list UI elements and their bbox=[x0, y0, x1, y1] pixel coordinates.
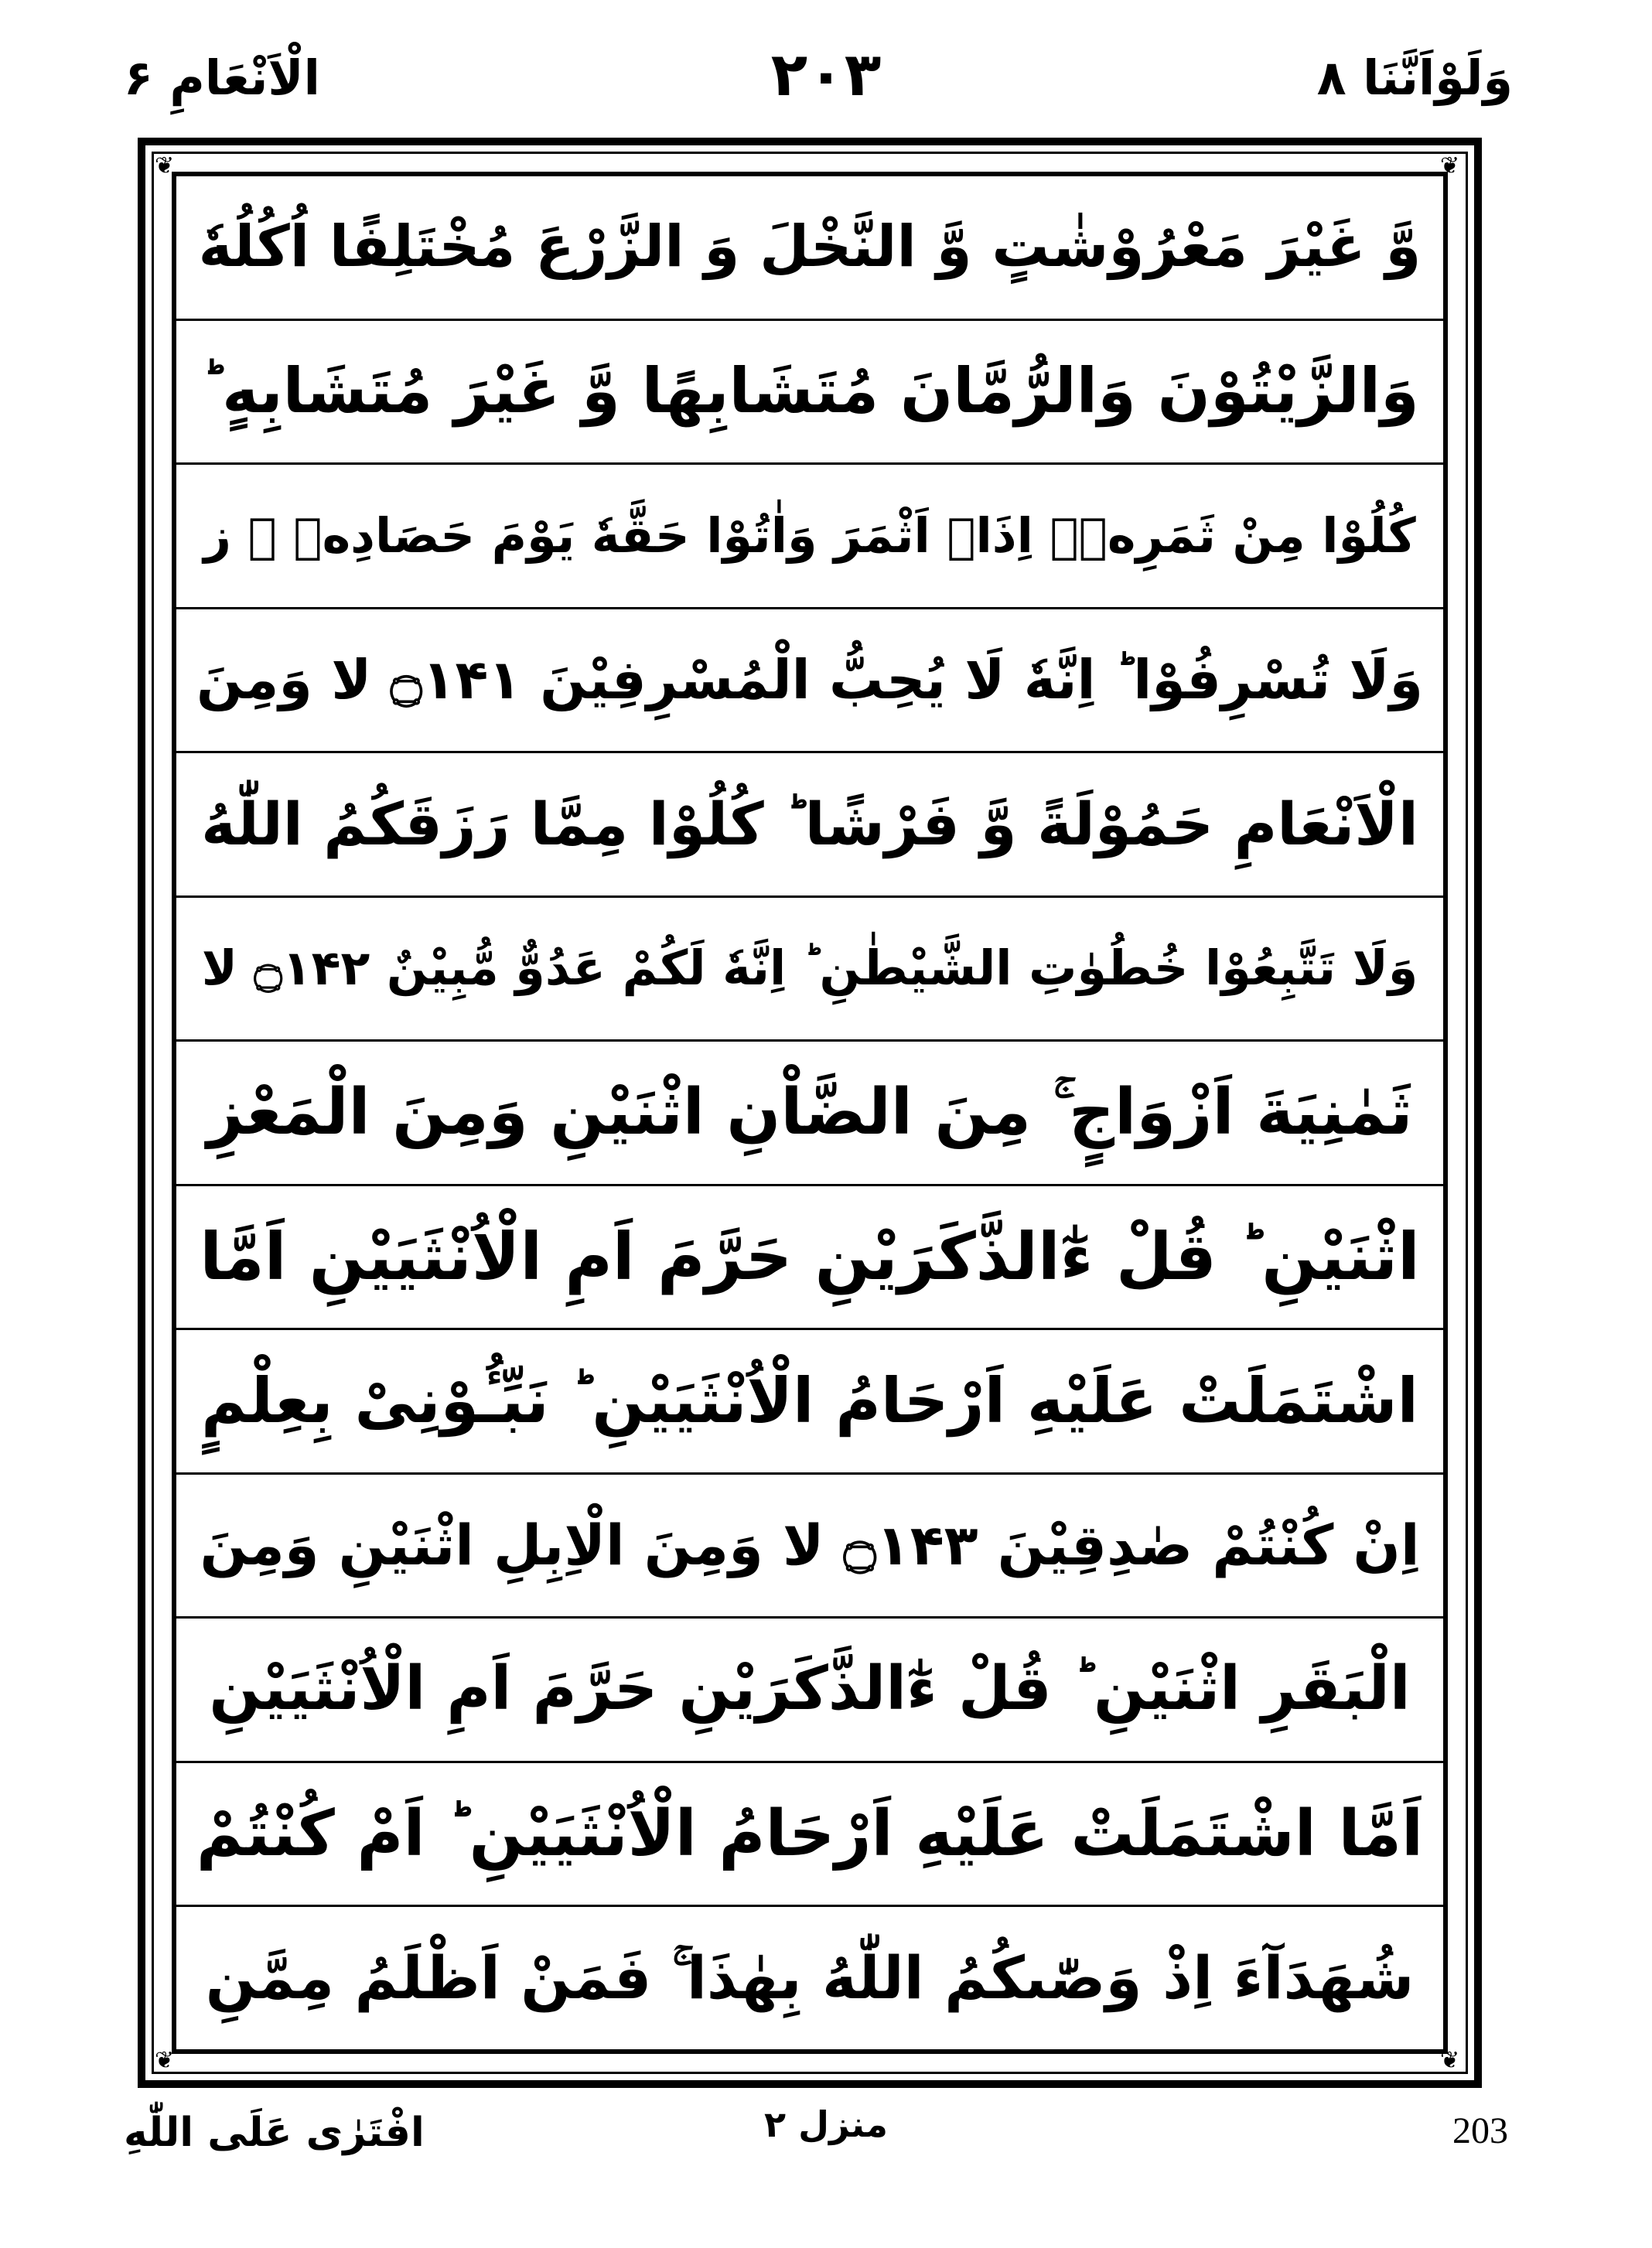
line-text: ثَمٰنِيَةَ اَزْوَاجٍ ۚ مِنَ الضَّاْنِ اثْنَيْنِ وَمِنَ الْمَعْزِ bbox=[206, 1075, 1413, 1149]
page-number: 203 bbox=[1452, 2110, 1508, 2151]
text-line bbox=[176, 753, 1443, 898]
text-line bbox=[176, 1475, 1443, 1619]
manzil-label: منزل ۲ bbox=[764, 2103, 888, 2145]
line-text: وَالزَّيْتُوْنَ وَالرُّمَّانَ مُتَشَابِهًا وَّ غَيْرَ مُتَشَابِهٍ ؕ bbox=[200, 355, 1419, 428]
text-line bbox=[176, 465, 1443, 609]
text-line bbox=[176, 1330, 1443, 1475]
text-block bbox=[172, 172, 1448, 2054]
text-line bbox=[176, 1907, 1443, 2049]
text-line bbox=[176, 1763, 1443, 1908]
line-text: وَلَا تُسْرِفُوْا ؕ اِنَّهٗ لَا يُحِبُّ الْمُسْرِفِيْنَ ۝۱۴۱ لا وَمِنَ bbox=[196, 647, 1423, 711]
corner-ornament-icon: ❦ bbox=[1440, 2047, 1460, 2074]
line-text: الْبَقَرِ اثْنَيْنِ ؕ قُلْ ءٰٓالذَّكَرَيْنِ حَرَّمَ اَمِ الْاُنْثَيَيْنِ bbox=[209, 1654, 1411, 1724]
corner-ornament-icon: ❦ bbox=[155, 152, 175, 179]
juz-name: وَلَوْاَنَّنَا ۸ bbox=[1316, 49, 1513, 106]
text-line bbox=[176, 898, 1443, 1042]
text-line bbox=[176, 1042, 1443, 1186]
line-text: وَلَا تَتَّبِعُوْا خُطُوٰتِ الشَّيْطٰنِ ؕ اِنَّهٗ لَكُمْ عَدُوٌّ مُّبِيْنٌ ۝۱۴۲ لا bbox=[201, 940, 1418, 997]
text-line bbox=[176, 176, 1443, 321]
line-text: اَمَّا اشْتَمَلَتْ عَلَيْهِ اَرْحَامُ الْاُنْثَيَيْنِ ؕ اَمْ كُنْتُمْ bbox=[196, 1796, 1424, 1871]
corner-ornament-icon: ❦ bbox=[155, 2047, 175, 2074]
text-line bbox=[176, 1186, 1443, 1331]
catchword: افْتَرٰى عَلَى اللّٰهِ bbox=[124, 2110, 425, 2156]
line-text: اثْنَيْنِ ؕ قُلْ ءٰٓالذَّكَرَيْنِ حَرَّمَ اَمِ الْاُنْثَيَيْنِ اَمَّا bbox=[200, 1219, 1420, 1295]
line-text: اِنْ كُنْتُمْ صٰدِقِيْنَ ۝۱۴۳ لا وَمِنَ الْاِبِلِ اثْنَيْنِ وَمِنَ bbox=[200, 1512, 1420, 1578]
text-line bbox=[176, 321, 1443, 466]
page-number-arabic: ۲۰۳ bbox=[770, 40, 882, 110]
corner-ornament-icon: ❦ bbox=[1440, 152, 1460, 179]
line-text: كُلُوْا مِنْ ثَمَرِهٖۤ اِذَاۤ اَثْمَرَ وَاٰتُوْا حَقَّهٗ يَوْمَ حَصَادِهٖ ۖ ز bbox=[203, 507, 1416, 564]
line-text: شُهَدَآءَ اِذْ وَصّٰىكُمُ اللّٰهُ بِهٰذَا ۚ فَمَنْ اَظْلَمُ مِمَّنِ bbox=[205, 1943, 1415, 2013]
line-text: اشْتَمَلَتْ عَلَيْهِ اَرْحَامُ الْاُنْثَيَيْنِ ؕ نَبِّـُٔوْنِىْ بِعِلْمٍ bbox=[201, 1365, 1418, 1438]
surah-name: الْاَنْعَامِ ۶ bbox=[124, 49, 320, 106]
text-line bbox=[176, 1619, 1443, 1763]
text-line bbox=[176, 609, 1443, 754]
line-text: وَّ غَيْرَ مَعْرُوْشٰتٍ وَّ النَّخْلَ وَ الزَّرْعَ مُخْتَلِفًا اُكُلُهٗ bbox=[198, 213, 1422, 281]
line-text: الْاَنْعَامِ حَمُوْلَةً وَّ فَرْشًا ؕ كُلُوْا مِمَّا رَزَقَكُمُ اللّٰهُ bbox=[201, 790, 1418, 859]
